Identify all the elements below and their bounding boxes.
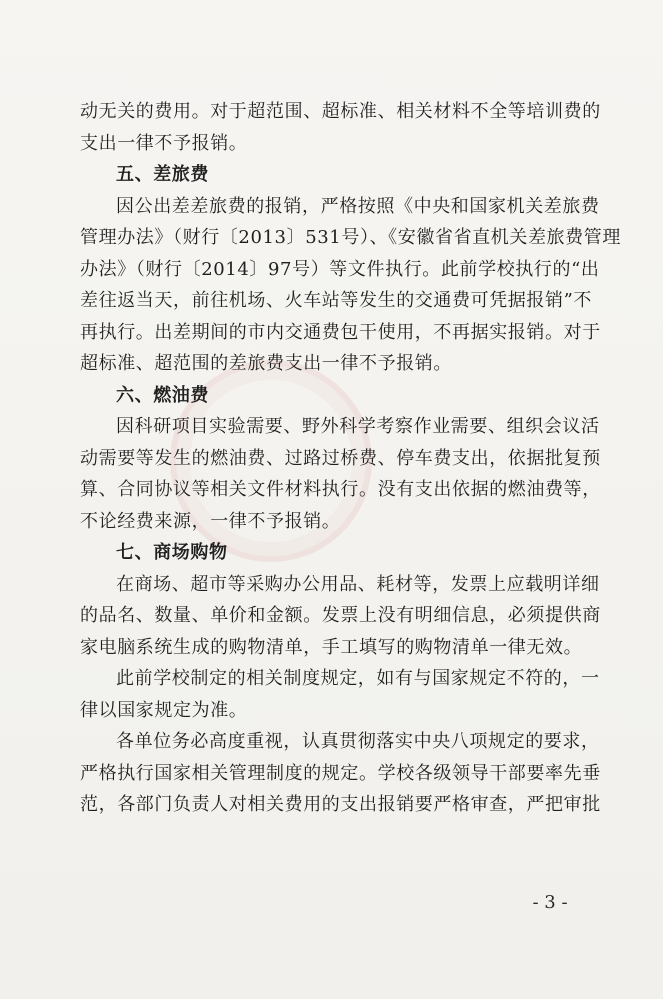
text-line: 在商场、超市等采购办公用品、耗材等，发票上应载明详细 (116, 573, 600, 595)
text-line: 不论经费来源，一律不予报销。 (80, 510, 341, 532)
text-line: 再执行。出差期间的市内交通费包干使用，不再据实报销。对于 (80, 321, 601, 343)
text-line: 管理办法》（财行〔2013〕531号）、《安徽省省直机关差旅费管理 (80, 227, 621, 248)
text-line: 算、合同协议等相关文件材料执行。没有支出依据的燃油费等， (80, 479, 601, 500)
text-line: 因科研项目实验需要、野外科学考察作业需要、组织会议活 (116, 416, 600, 437)
text-line: 办法》（财行〔2014〕97号）等文件执行。此前学校执行的“出 (80, 258, 600, 280)
document-body (80, 96, 621, 821)
text-line: 动无关的费用。对于超范围、超标准、相关材料不全等培训费的 (80, 101, 601, 122)
text-line: 家电脑系统生成的购物清单，手工填写的购物清单一律无效。 (80, 636, 583, 658)
section-heading-fuel: 六、燃油费 (116, 384, 209, 406)
text-line: 差往返当天，前往机场、火车站等发生的交通费可凭据报销”不 (80, 290, 592, 311)
text-line: 严格执行国家相关管理制度的规定。学校各级领导干部要率先垂 (80, 762, 601, 784)
text-line: 支出一律不予报销。 (80, 132, 248, 154)
text-line: 动需要等发生的燃油费、过路过桥费、停车费支出，依据批复预 (80, 447, 601, 469)
text-line: 的品名、数量、单价和金额。发票上没有明细信息，必须提供商 (80, 605, 601, 626)
text-line: 超标准、超范围的差旅费支出一律不予报销。 (80, 353, 452, 374)
section-heading-shopping: 七、商场购物 (116, 542, 228, 563)
text-line: 此前学校制定的相关制度规定，如有与国家规定不符的，一 (116, 668, 600, 689)
text-line: 各单位务必高度重视，认真贯彻落实中央八项规定的要求， (116, 731, 600, 752)
text-line: 范，各部门负责人对相关费用的支出报销要严格审查，严把审批 (80, 794, 601, 815)
section-heading-travel: 五、差旅费 (116, 164, 209, 185)
text-line: 因公出差差旅费的报销，严格按照《中央和国家机关差旅费 (116, 195, 600, 217)
page-number: - 3 - (532, 892, 568, 913)
text-line: 律以国家规定为准。 (80, 699, 248, 721)
